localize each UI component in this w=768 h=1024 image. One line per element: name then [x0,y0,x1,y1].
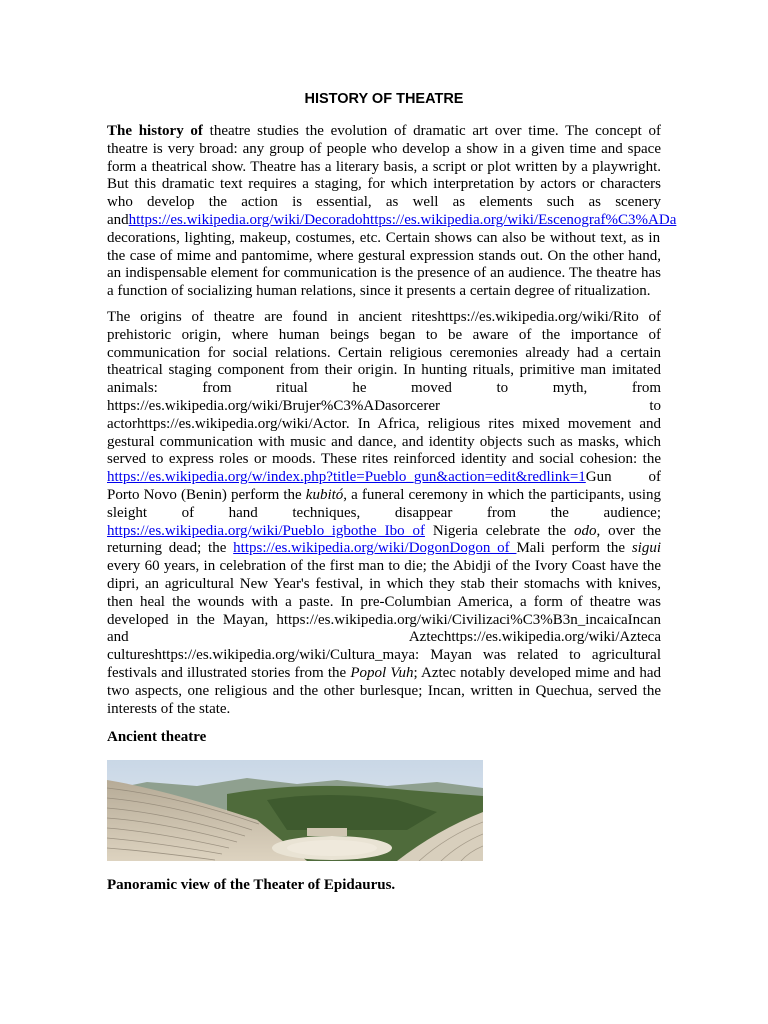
paragraph-text: , a funeral ceremony in which the participants, using sleight of hand techniques, disappear from the audience; [107,486,661,521]
page-title: HISTORY OF THEATRE [304,91,464,107]
section-heading: Ancient theatre [107,729,207,746]
figure-caption: Panoramic view of the Theater of Epidaurus. [107,877,396,894]
paragraph-text: ; Aztec notably developed mime and had two aspects, one religious and the other burlesque; Incan, written in Quechua, served the interests of the state. [107,664,662,717]
paragraph-text: Gun of Porto Novo (Benin) perform the [107,469,661,503]
paragraph-intro [107,123,677,301]
paragraph-text: , over the returning dead; the [107,522,661,557]
emphasis-kubito: kubitó [305,486,344,503]
link-dogon[interactable]: https://es.wikipedia.org/wiki/DogonDogon of [233,540,517,557]
link-decorado[interactable]: https://es.wikipedia.org/wiki/Decorado [128,211,363,228]
epidaurus-panorama-image [107,760,483,861]
paragraph-text: every 60 years, in celebration of the first man to die; the Abidji of the Ivory Coast have the dipri, an agricultural New Year's festival, in which they stab their stomachs with knives, then heal the wounds with a paste. In pre-Columbian America, a form of theatre was developed in the Mayan, https://es.wikipedia.org/wiki/Civilizaci%C3%B3n_incaicaIncan and Aztechttps://es.wikipedia.org/wiki/Azteca cultureshttps://es.wikipedia.org/wiki/Cultura_maya: Mayan was related to agricultural festivals and illustrated stories from the [107,558,661,681]
link-pueblo-gun[interactable]: https://es.wikipedia.org/w/index.php?title=Pueblo_gun&action=edit&redlink=1 [107,469,586,486]
document-page [107,88,677,894]
paragraph-origins [107,309,661,718]
emphasis-popol-vuh: Popol Vuh [350,664,414,681]
emphasis-odo: odo [573,522,597,539]
link-pueblo-igbo[interactable]: https://es.wikipedia.org/wiki/Pueblo_igbothe Ibo of [107,522,425,539]
paragraph-text: Mali perform the [516,540,632,557]
lead-phrase: The history of [107,123,203,139]
paragraph-text: theatre studies the evolution of dramatic art over time. The concept of theatre is very broad: any group of people who develop a show in a given time and space form a theatrical show. Theatre has a literary basis, a script or plot written by a playwright. But this dramatic text requires a staging, for which interpretation by actors or characters who develop the action is essential, as well as elements such as scenery and [107,123,661,228]
panorama-illustration [107,760,483,861]
paragraph-text: The origins of theatre are found in ancient riteshttps://es.wikipedia.org/wiki/Rito of prehistoric origin, where human beings began to be aware of the importance of communication for social relations. Certain religious ceremonies already had a certain theatrical staging component from their origin. In hunting rituals, primitive man imitated animals: from ritual he moved to myth, from https://es.wikipedia.org/wiki/Brujer%C3%ADasorcerer to actorhttps://es.wikipedia.org/wiki/Actor. In Africa, religious rites mixed movement and gestural communication with music and dance, and identity objects such as masks, which served to express roles or moods. These rites reinforced identity and social cohesion: the [107,308,661,468]
emphasis-sigui: sigui [631,540,661,557]
paragraph-text: Nigeria celebrate the [424,522,574,539]
link-escenografia[interactable]: https://es.wikipedia.org/wiki/Escenograf%C3%ADa [362,211,677,228]
paragraph-text: decorations, lighting, makeup, costumes, etc. Certain shows can also be without text, as in the case of mime and pantomime, where gestural expression stands out. On the other hand, an indispensable element for communication is the presence of an audience. The theatre has a function of socializing human relations, since it presents a certain degree of ritualization. [107,229,661,300]
